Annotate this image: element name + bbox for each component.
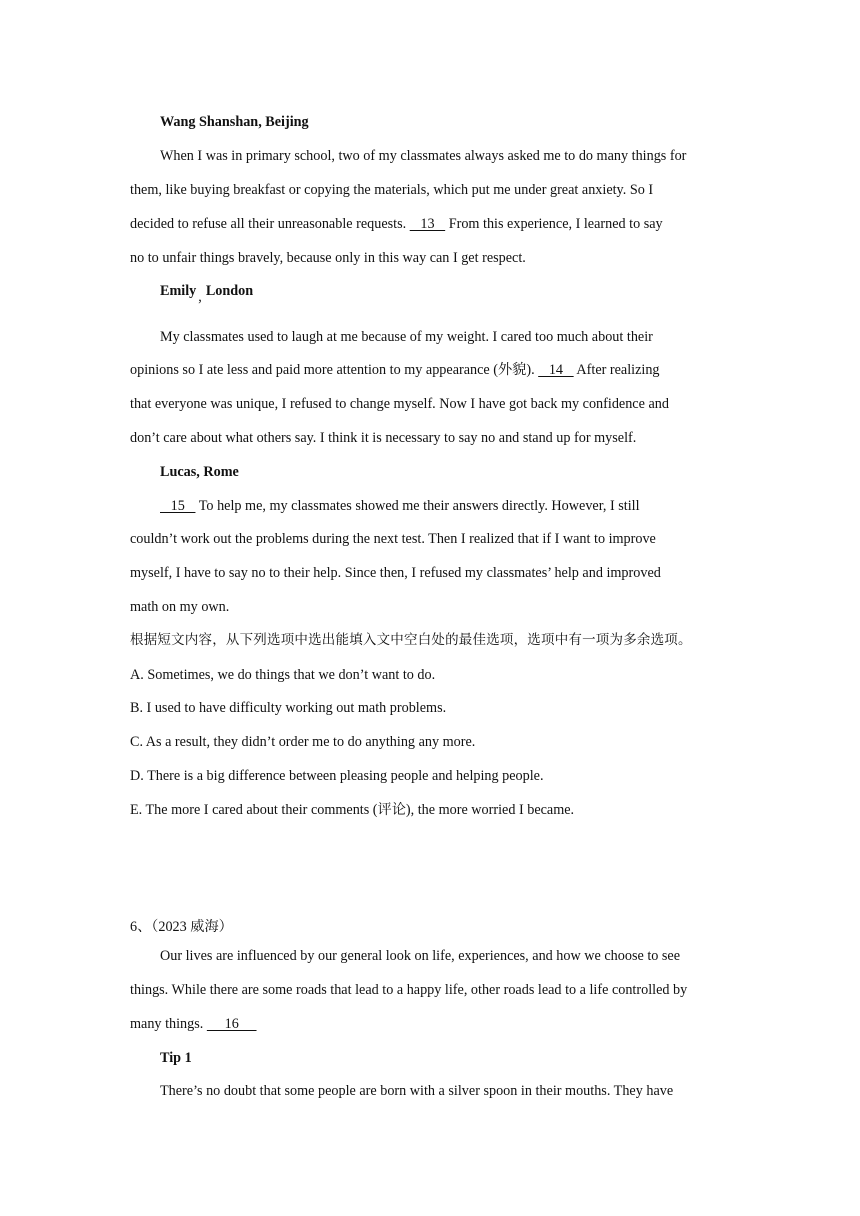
paragraph-line: things. While there are some roads that lead to a happy life, other roads lead to a life controlled by [130, 982, 688, 998]
blank-13: 13 [409, 216, 446, 232]
text-segment: many things. [130, 1016, 207, 1032]
text-segment: After realizing [573, 362, 660, 378]
paragraph-line: no to unfair things bravely, because only in this way can I get respect. [130, 250, 526, 266]
blank-15: 15 [160, 498, 196, 514]
blank-14: 14 [538, 362, 574, 378]
writer-name-emily [160, 282, 254, 305]
text-segment: From this experience, I learned to say [445, 216, 663, 232]
paragraph-line: math on my own. [130, 599, 230, 615]
text-segment: To help me, my classmates showed me their answers directly. However, I still [195, 498, 640, 514]
option-c: C. As a result, they didn’t order me to do anything any more. [130, 734, 476, 750]
writer-name-wang: Wang Shanshan, Beijing [160, 114, 309, 130]
option-a: A. Sometimes, we do things that we don’t want to do. [130, 667, 436, 683]
paragraph-line: Our lives are influenced by our general look on life, experiences, and how we choose to see [160, 948, 681, 964]
writer-name-lucas: Lucas, Rome [160, 464, 239, 480]
tip-heading: Tip 1 [160, 1050, 192, 1066]
paragraph-line: them, like buying breakfast or copying the materials, which put me under great anxiety. So I [130, 182, 654, 198]
paragraph-line [130, 361, 660, 379]
paragraph-line [130, 215, 663, 233]
paragraph-line: myself, I have to say no to their help. Since then, I refused my classmates’ help and improved [130, 565, 661, 581]
paragraph-line [130, 1015, 257, 1033]
option-d: D. There is a big difference between pleasing people and helping people. [130, 768, 544, 784]
question-header: 6、（2023 威海） [130, 919, 233, 935]
paragraph-line: that everyone was unique, I refused to change myself. Now I have got back my confidence and [130, 396, 669, 412]
option-e: E. The more I cared about their comments (评论), the more worried I became. [130, 802, 575, 818]
text-segment: decided to refuse all their unreasonable requests. [130, 216, 410, 232]
paragraph-line: When I was in primary school, two of my classmates always asked me to do many things for [160, 148, 687, 164]
paragraph-line: couldn’t work out the problems during the next test. Then I realized that if I want to improve [130, 531, 656, 547]
paragraph-line [160, 497, 640, 515]
name-comma: , [198, 289, 202, 305]
name-part: Emily [160, 283, 197, 299]
paragraph-line: There’s no doubt that some people are born with a silver spoon in their mouths. They have [160, 1083, 674, 1099]
option-b: B. I used to have difficulty working out math problems. [130, 700, 447, 716]
text-segment: opinions so I ate less and paid more attention to my appearance (外貌). [130, 362, 539, 378]
name-part: London [205, 283, 254, 299]
instruction-text: 根据短文内容，从下列选项中选出能填入文中空白处的最佳选项，选项中有一项为多余选项。 [130, 632, 692, 648]
paragraph-line: don’t care about what others say. I think it is necessary to say no and stand up for myself. [130, 430, 637, 446]
blank-16: 16 [206, 1016, 257, 1032]
paragraph-line: My classmates used to laugh at me because of my weight. I cared too much about their [160, 329, 653, 345]
